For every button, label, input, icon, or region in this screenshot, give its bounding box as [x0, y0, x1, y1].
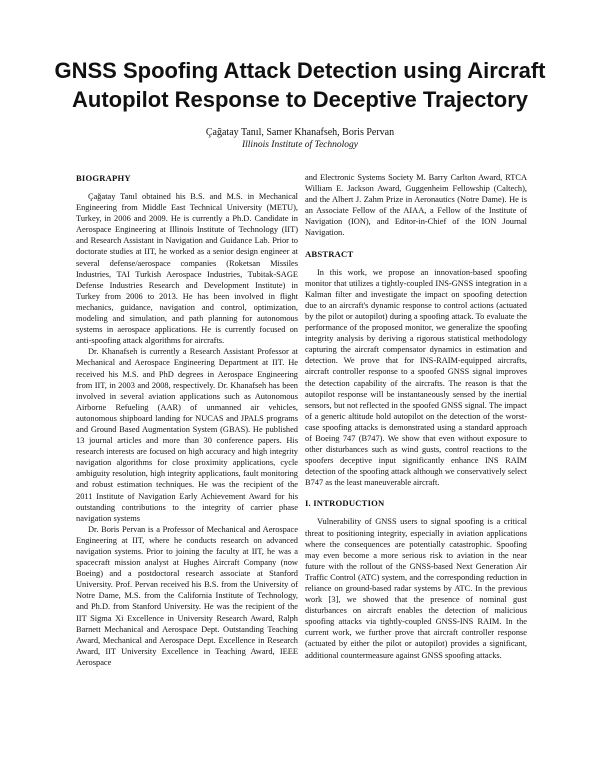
paper-title: [30, 56, 570, 114]
abstract-text: In this work, we propose an innovation-based spoofing monitor that utilizes a tightly-coupled INS-GNSS integration in a Kalman filter and investigate the impact on spoofing detection due to an aircraft's dynamic response to control actions (actuated by the pilot or autopilot) during a spoofing attack. To evaluate the performance of the proposed monitor, we generalize the spoofing integrity analysis by deriving a rigorous statistical methodology capturing the aircraft compensator dynamics in estimation and detection. We prove that for INS-RAIM-equipped aircrafts, aircraft controller response to a spoofed GNSS signal improves the detection capability of the aircrafts. The reason is that the autopilot response will be instantaneously sensed by the inertial sensors, but not reflected in the spoofed GNSS signal. The impact of a generic altitude hold autopilot on the detection of the worst-case spoofing attacks is demonstrated using a standard approach of Boeing 747 (B747). We show that even without exposure to other disturbances such as wind gusts, control reactions to the spoofers deceptive input significantly enhance INS RAIM detection of the spoofing attack although we conservatively select B747 as the least maneuverable aircraft.: [305, 267, 527, 488]
left-column: [76, 172, 298, 668]
title-line-1: GNSS Spoofing Attack Detection using Aircraft: [54, 58, 546, 83]
author-list: Çağatay Tanıl, Samer Khanafseh, Boris Pervan: [205, 127, 395, 138]
biography-heading: BIOGRAPHY: [76, 173, 131, 183]
right-column: [305, 172, 527, 661]
biography-paragraph-2: Dr. Khanafseh is currently a Research Assistant Professor at Mechanical and Aerospace Engineering Department at IIT. He received his M.S. and PhD degrees in Aerospace Engineering from IIT, in 2003 and 2008, respectively. Dr. Khanafseh has been involved in several aviation applications such as Autonomous Airborne Refueling (AAR) of unmanned air vehicles, autonomous shipboard landing for NUCAS and JPALS programs and Ground Based Augmentation System (GBAS). He published 13 journal articles and more than 30 conference papers. His research interests are focused on high accuracy and high integrity navigation algorithms for close proximity applications, cycle ambiguity resolution, high integrity applications, fault monitoring and robust estimation techniques. He was the recipient of the 2011 Institute of Navigation Early Achievement Award for his outstanding contributions to the integrity of carrier phase navigation systems: [76, 347, 298, 523]
introduction-text: Vulnerability of GNSS users to signal spoofing is a critical threat to positioning integrity, especially in aviation applications where the consequences are potentially catastrophic. Spoofing may even become a more serious risk to aviation in the near future with the rollout of the GNSS-based Next Generation Air Traffic Control (ATC) system, and the corresponding reduction in reliance on ground-based radar systems by ATC. In the previous work [3], we showed that the presence of nominal gust disturbances on aircraft enables the detection of malicious spoofing attacks via tightly-coupled GNSS-INS RAIM. In the current work, we further prove that aircraft controller response (actuated by either the pilot or autopilot) provides a significant, additional countermeasure against GNSS spoofing attacks.: [305, 517, 527, 660]
affiliation: Illinois Institute of Technology: [241, 140, 359, 150]
biography-paragraph-3-continued: and Electronic Systems Society M. Barry Carlton Award, RTCA William E. Jackson Award, Guggenheim Fellowship (Caltech), and the Albert J. Zahm Prize in Aeronautics (Notre Dame). He is an Associate Fellow of the AIAA, a Fellow of the Institute of Navigation (ION), and Editor-in-Chief of the ION Journal Navigation.: [305, 173, 527, 238]
biography-paragraph-3: Dr. Boris Pervan is a Professor of Mechanical and Aerospace Engineering at IIT, where he conducts research on advanced navigation systems. Prior to joining the faculty at IIT, he was a spacecraft mission analyst at Hughes Aircraft Company (now Boeing) and a postdoctoral research associate at Stanford University. Prof. Pervan received his B.S. from the University of Notre Dame, M.S. from the California Institute of Technology, and Ph.D. from Stanford University. He was the recipient of the IIT Sigma Xi Excellence in University Research Award, Ralph Barnett Mechanical and Aerospace Dept. Outstanding Teaching Award, Mechanical and Aerospace Dept. Excellence in Research Award, IIT University Excellence in Teaching Award, IEEE Aerospace: [76, 524, 298, 667]
introduction-heading: I. INTRODUCTION: [305, 498, 385, 509]
biography-paragraph-1: Çağatay Tanıl obtained his B.S. and M.S. in Mechanical Engineering from Middle East Technical University (METU), Turkey, in 2006 and 2009. He is currently a Ph.D. Candidate in Aerospace Engineering at Illinois Institute of Technology (IIT) and Research Assistant in Navigation and Guidance Lab. Prior to doctorate studies at IIT, he worked as a senior design engineer at several defense/aerospace companies (Roketsan Missiles Industries, TAI Turkish Aerospace Industries, Tubitak-SAGE Defense Industries Research and Development Institute) in Turkey from 2006 to 2013. He has been involved in flight mechanics, guidance, navigation and control, optimization, modeling and simulation, and path planning for autonomous systems in aerospace applications. He is currently focused on anti-spoofing attack algorithms for aircrafts.: [76, 192, 298, 346]
title-line-2: Autopilot Response to Deceptive Trajectory: [72, 87, 528, 112]
abstract-heading: ABSTRACT: [305, 248, 354, 259]
